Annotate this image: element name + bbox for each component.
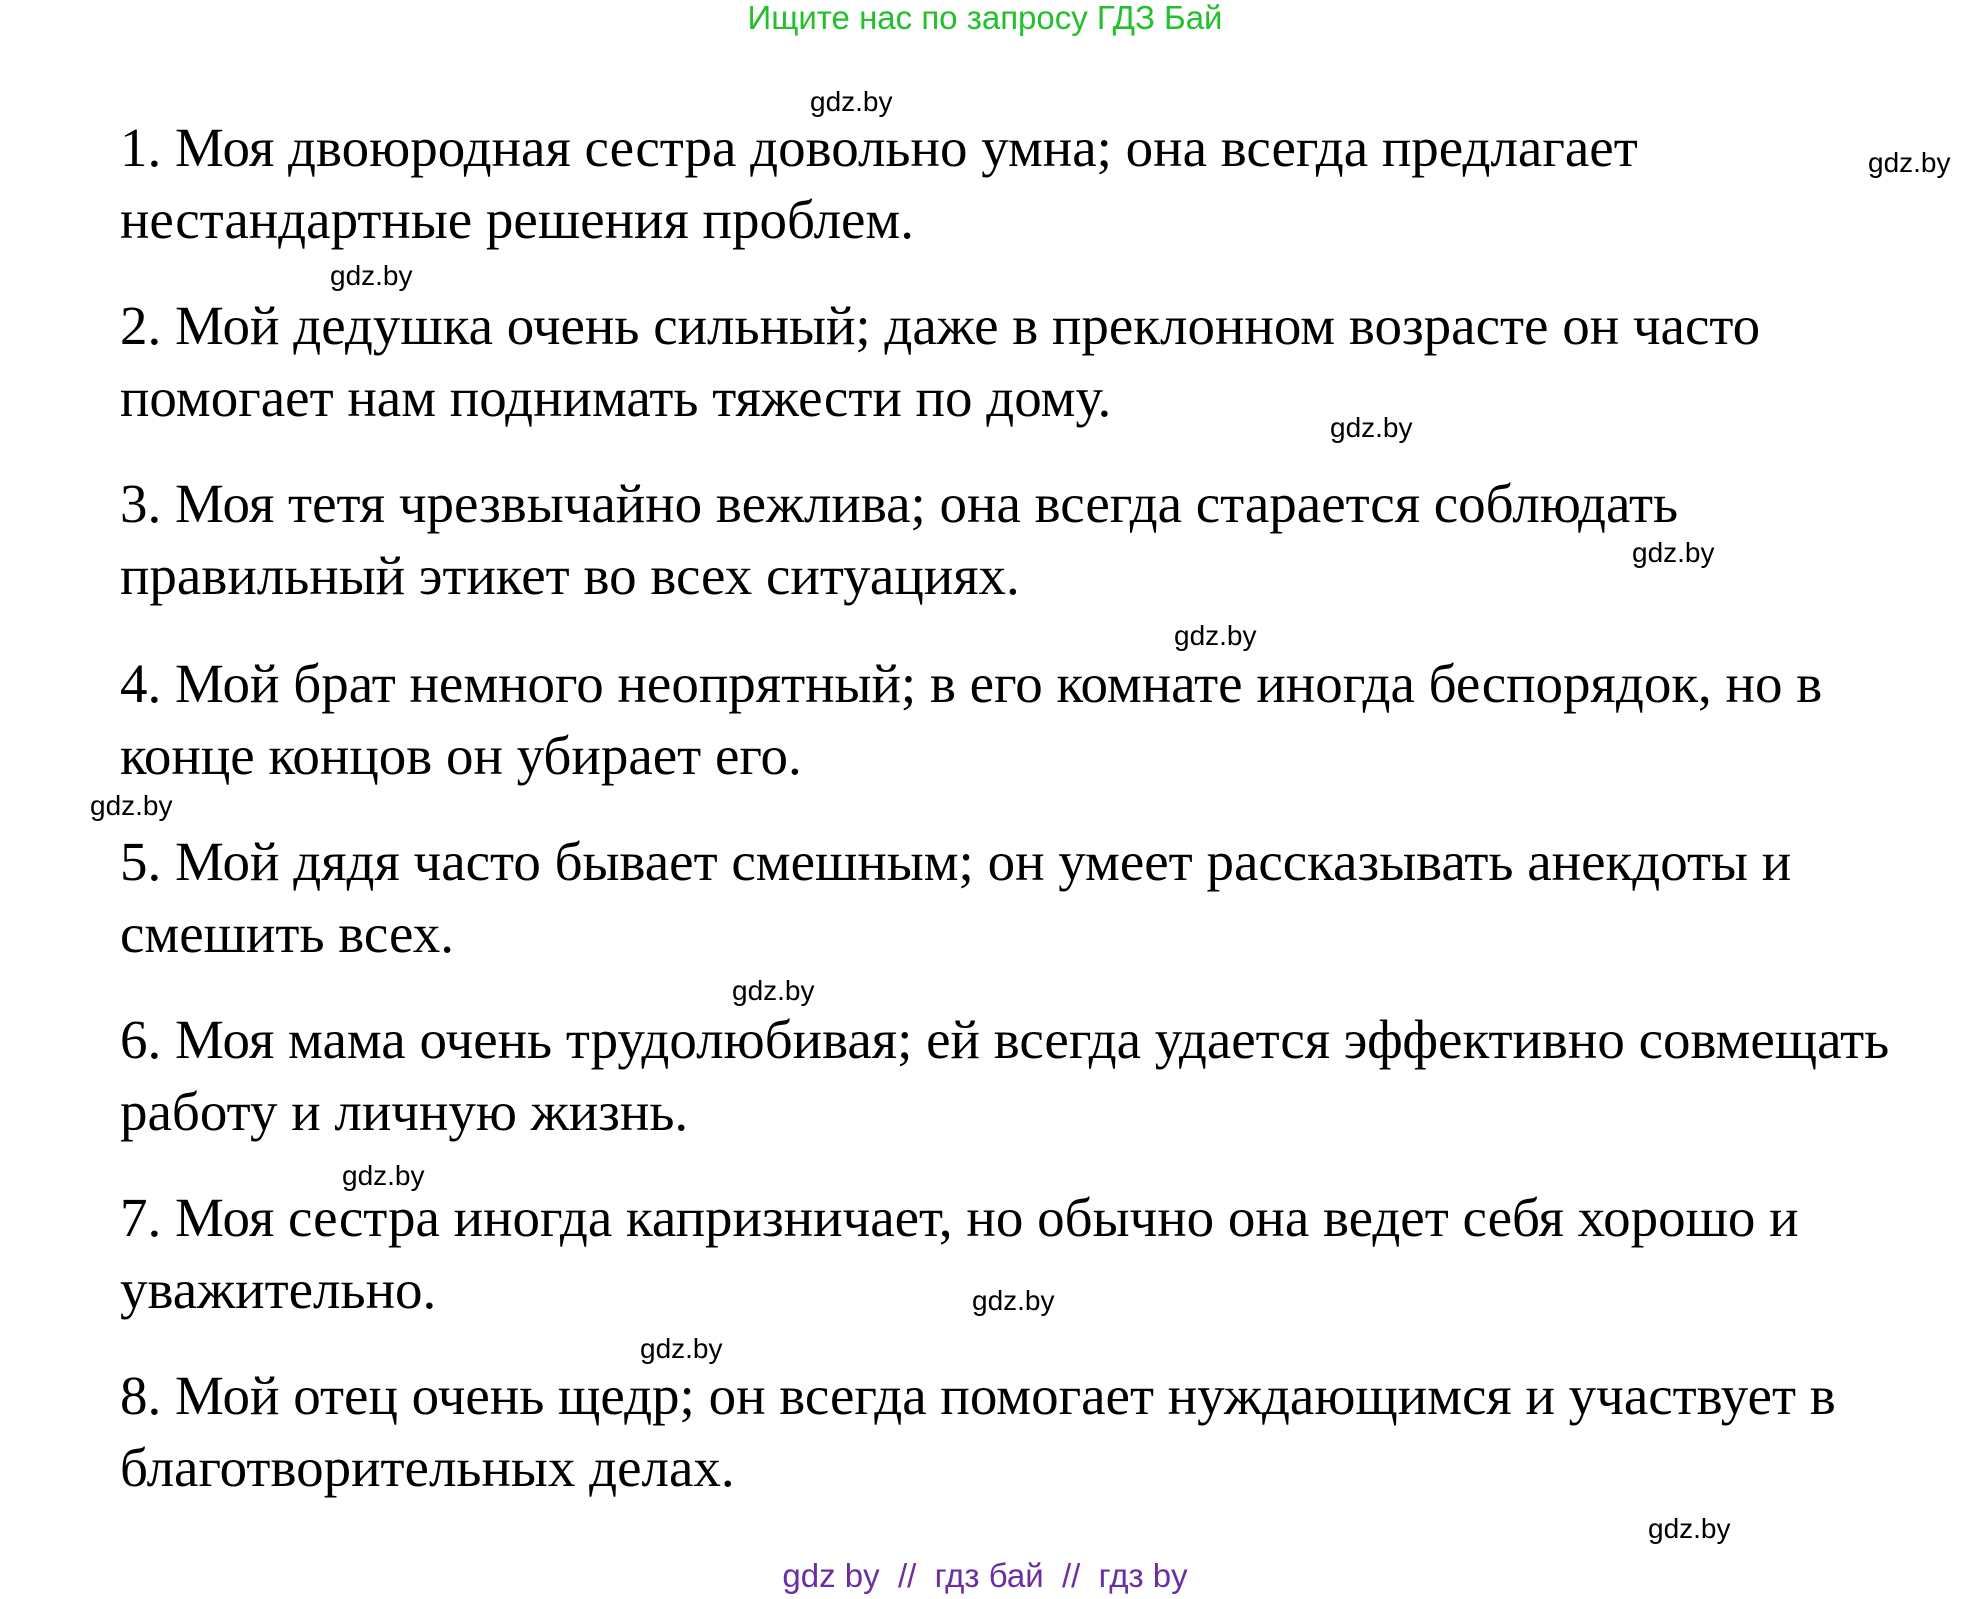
list-item-7: 7. Моя сестра иногда капризничает, но обычно она ведет себя хорошо и уважительно.: [120, 1187, 1799, 1320]
watermark: gdz.by: [1330, 412, 1413, 443]
watermark: gdz.by: [1632, 537, 1715, 568]
search-hint-banner[interactable]: Ищите нас по запросу ГДЗ Бай: [747, 0, 1223, 36]
list-item-3: 3. Моя тетя чрезвычайно вежлива; она всегда старается соблюдать правильный этикет во всех ситуациях.: [120, 473, 1679, 606]
watermark: gdz.by: [972, 1285, 1055, 1316]
watermark: gdz.by: [810, 86, 893, 117]
watermark: gdz.by: [1868, 147, 1951, 178]
list-item-2: 2. Мой дедушка очень сильный; даже в преклонном возрасте он часто помогает нам поднимать тяжести по дому.: [120, 295, 1761, 428]
watermark: gdz.by: [330, 260, 413, 291]
watermark: gdz.by: [640, 1333, 723, 1364]
list-item-4: 4. Мой брат немного неопрятный; в его комнате иногда беспорядок, но в конце концов он убирает его.: [120, 653, 1823, 786]
watermark: gdz.by: [732, 975, 815, 1006]
watermark: gdz.by: [1174, 620, 1257, 651]
list-item-1: 1. Моя двоюродная сестра довольно умна; она всегда предлагает нестандартные решения проблем.: [120, 117, 1638, 250]
list-item-5: 5. Мой дядя часто бывает смешным; он умеет рассказывать анекдоты и смешить всех.: [120, 831, 1792, 964]
watermark: gdz.by: [90, 790, 173, 821]
footer-links[interactable]: gdz by // гдз бай // гдз by: [782, 1557, 1188, 1594]
watermark: gdz.by: [1648, 1513, 1731, 1544]
list-item-8: 8. Мой отец очень щедр; он всегда помогает нуждающимся и участвует в благотворительных делах.: [120, 1365, 1836, 1498]
watermark: gdz.by: [342, 1160, 425, 1191]
list-item-6: 6. Моя мама очень трудолюбивая; ей всегда удается эффективно совмещать работу и личную жизнь.: [120, 1009, 1890, 1142]
